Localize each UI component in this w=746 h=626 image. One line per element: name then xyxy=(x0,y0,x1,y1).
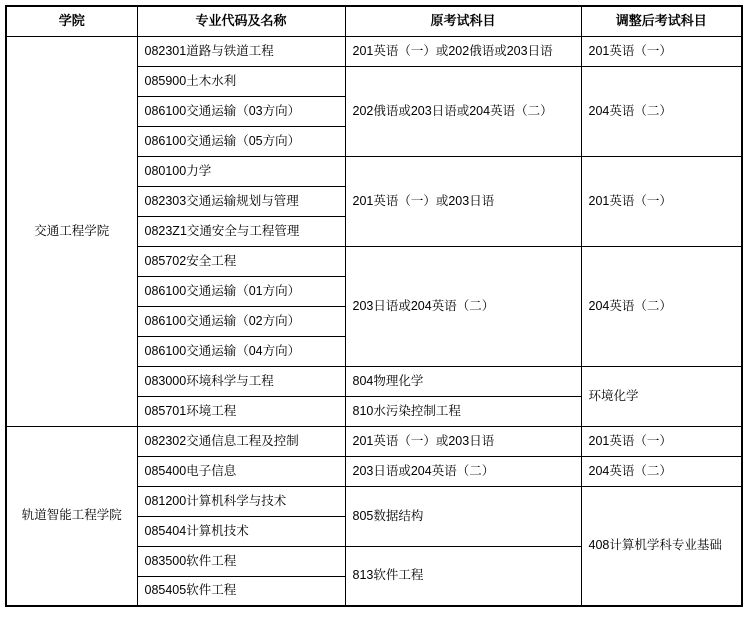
orig-subject-cell: 804物理化学 xyxy=(345,366,581,396)
table-row xyxy=(6,426,742,456)
major-cell: 0823Z1交通安全与工程管理 xyxy=(137,216,345,246)
orig-subject-cell: 813软件工程 xyxy=(345,546,581,606)
major-cell: 085702安全工程 xyxy=(137,246,345,276)
major-cell: 082301道路与铁道工程 xyxy=(137,36,345,66)
major-cell: 083500软件工程 xyxy=(137,546,345,576)
header-original-subjects: 原考试科目 xyxy=(345,6,581,36)
major-cell: 085701环境工程 xyxy=(137,396,345,426)
exam-subjects-table xyxy=(5,5,743,607)
header-college: 学院 xyxy=(6,6,137,36)
header-row xyxy=(6,6,742,36)
major-cell: 083000环境科学与工程 xyxy=(137,366,345,396)
major-cell: 085900土木水利 xyxy=(137,66,345,96)
major-cell: 081200计算机科学与技术 xyxy=(137,486,345,516)
orig-subject-cell: 202俄语或203日语或204英语（二） xyxy=(345,66,581,156)
major-cell: 086100交通运输（01方向） xyxy=(137,276,345,306)
orig-subject-cell: 810水污染控制工程 xyxy=(345,396,581,426)
major-cell: 086100交通运输（03方向） xyxy=(137,96,345,126)
adjusted-subject-cell: 204英语（二） xyxy=(581,246,742,366)
major-cell: 085400电子信息 xyxy=(137,456,345,486)
orig-subject-cell: 201英语（一）或203日语 xyxy=(345,156,581,246)
major-cell: 085405软件工程 xyxy=(137,576,345,606)
major-cell: 086100交通运输（02方向） xyxy=(137,306,345,336)
major-cell: 080100力学 xyxy=(137,156,345,186)
major-cell: 086100交通运输（04方向） xyxy=(137,336,345,366)
orig-subject-cell: 201英语（一）或202俄语或203日语 xyxy=(345,36,581,66)
orig-subject-cell: 203日语或204英语（二） xyxy=(345,246,581,366)
adjusted-subject-cell: 环境化学 xyxy=(581,366,742,426)
major-cell: 082303交通运输规划与管理 xyxy=(137,186,345,216)
college-cell: 交通工程学院 xyxy=(6,36,137,426)
adjusted-subject-cell: 201英语（一） xyxy=(581,36,742,66)
adjusted-subject-cell: 201英语（一） xyxy=(581,426,742,456)
adjusted-subject-cell: 408计算机学科专业基础 xyxy=(581,486,742,606)
orig-subject-cell: 203日语或204英语（二） xyxy=(345,456,581,486)
major-cell: 086100交通运输（05方向） xyxy=(137,126,345,156)
table-row xyxy=(6,36,742,66)
major-cell: 082302交通信息工程及控制 xyxy=(137,426,345,456)
adjusted-subject-cell: 204英语（二） xyxy=(581,66,742,156)
adjusted-subject-cell: 201英语（一） xyxy=(581,156,742,246)
adjusted-subject-cell: 204英语（二） xyxy=(581,456,742,486)
header-major-code-name: 专业代码及名称 xyxy=(137,6,345,36)
orig-subject-cell: 201英语（一）或203日语 xyxy=(345,426,581,456)
header-adjusted-subjects: 调整后考试科目 xyxy=(581,6,742,36)
orig-subject-cell: 805数据结构 xyxy=(345,486,581,546)
major-cell: 085404计算机技术 xyxy=(137,516,345,546)
college-cell: 轨道智能工程学院 xyxy=(6,426,137,606)
